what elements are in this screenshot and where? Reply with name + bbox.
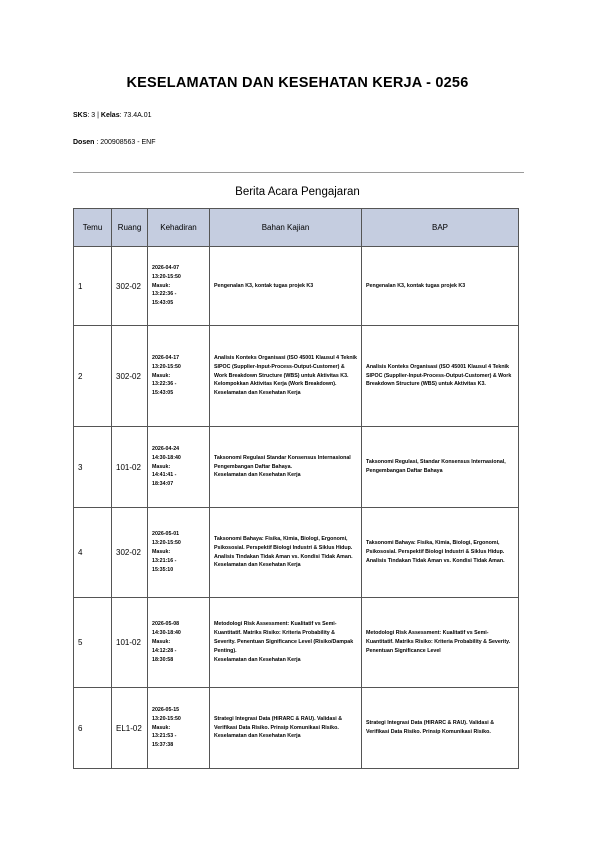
- cell-ruang: 302-02: [112, 508, 148, 598]
- cell-bahan-kajian: [210, 688, 362, 769]
- cell-kehadiran: [148, 508, 210, 598]
- cell-ruang: 302-02: [112, 247, 148, 326]
- page-title: KESELAMATAN DAN KESEHATAN KERJA - 0256: [126, 75, 469, 91]
- cell-temu: 3: [74, 427, 112, 508]
- kehadiran-line: 2026-05-08: [152, 621, 180, 628]
- cell-kehadiran: [148, 598, 210, 688]
- kajian-paragraph: Keselamatan dan Kesehatan Kerja: [214, 472, 301, 479]
- cell-bap: [362, 326, 519, 427]
- kehadiran-line: Masuk:: [152, 463, 171, 470]
- kelas-label: Kelas: [100, 112, 120, 119]
- kehadiran-line: 15:35:10: [152, 566, 174, 573]
- table-row: [74, 598, 519, 688]
- sks-value: : 3 |: [87, 112, 99, 119]
- cell-bap: [362, 508, 519, 598]
- kehadiran-line: 15:37:38: [152, 742, 174, 749]
- divider: [73, 172, 524, 173]
- kehadiran-line: 2026-04-17: [152, 354, 180, 361]
- cell-bahan-kajian: [210, 326, 362, 427]
- cell-bahan-kajian: [210, 598, 362, 688]
- cell-ruang: 101-02: [112, 598, 148, 688]
- kehadiran-line: Masuk:: [152, 372, 171, 379]
- kajian-paragraph: Metodologi Risk Assessment: Kualitatif vs Semi-Kuantitatif. Matriks Risiko: Kriteria Probability & Severity. Penentuan Significance Level (Risiko/Dampak Penting).: [214, 621, 354, 654]
- kehadiran-line: 2026-04-24: [152, 445, 180, 452]
- kajian-paragraph: Keselamatan dan Kesehatan Kerja: [214, 733, 301, 740]
- kajian-paragraph: Taksonomi Bahaya: Fisika, Kimia, Biologi, Ergonomi, Psikososial. Perspektif Biologi Industri & Siklus Hidup. Analisis Tindakan Tidak Aman vs. Kondisi Tidak Aman.: [214, 535, 353, 560]
- kehadiran-line: 2026-04-07: [152, 264, 180, 271]
- teaching-record-table: [73, 208, 519, 769]
- cell-temu: 5: [74, 598, 112, 688]
- table-body: [74, 247, 519, 769]
- cell-temu: 4: [74, 508, 112, 598]
- kehadiran-line: 13:22:36 -: [152, 291, 177, 298]
- col-header-bahan-kajian: Bahan Kajian: [210, 209, 362, 247]
- bap-paragraph: Strategi Integrasi Data (HIRARC & RAU). Validasi & Verifikasi Data Risiko. Prinsip Komunikasi Risiko.: [366, 720, 495, 735]
- table-header-row: [74, 209, 519, 247]
- kehadiran-line: 2026-05-15: [152, 706, 180, 713]
- table-row: [74, 326, 519, 427]
- kehadiran-line: 14:12:28 -: [152, 647, 177, 654]
- kajian-paragraph: Pengenalan K3, kontak tugas projek K3: [214, 282, 314, 289]
- kehadiran-line: 2026-05-01: [152, 531, 180, 538]
- kajian-paragraph: Taksonomi Regulasi Standar Konsensus Internasional Pengembangan Daftar Bahaya.: [214, 454, 351, 470]
- cell-bap: [362, 247, 519, 326]
- kehadiran-line: Masuk:: [152, 724, 171, 731]
- kehadiran-line: 15:43:05: [152, 390, 174, 397]
- bap-paragraph: Taksonomi Bahaya: Fisika, Kimia, Biologi, Ergonomi, Psikososial. Perspektif Biologi Industri & Siklus Hidup. Analisis Tindakan Tidak Aman vs. Kondisi Tidak Aman.: [366, 540, 505, 564]
- cell-kehadiran: [148, 326, 210, 427]
- bap-paragraph: Pengenalan K3, kontak tugas projek K3: [366, 282, 466, 289]
- cell-bahan-kajian: [210, 427, 362, 508]
- col-header-ruang: Ruang: [112, 209, 148, 247]
- cell-temu: 6: [74, 688, 112, 769]
- kajian-paragraph: Keselamatan dan Kesehatan Kerja: [214, 562, 301, 569]
- cell-ruang: EL1-02: [112, 688, 148, 769]
- table-row: [74, 247, 519, 326]
- cell-kehadiran: [148, 688, 210, 769]
- kehadiran-line: 13:20-15:50: [152, 363, 181, 370]
- cell-bap: [362, 598, 519, 688]
- kehadiran-line: 13:21:53 -: [152, 733, 177, 740]
- bap-paragraph: Taksonomi Regulasi, Standar Konsensus Internasional, Pengembangan Daftar Bahaya: [366, 459, 506, 474]
- lecturer-meta: [73, 139, 156, 146]
- dosen-value: : 200908563 - ENF: [96, 139, 156, 146]
- kehadiran-line: 14:41:41 -: [152, 472, 177, 479]
- kehadiran-line: 14:30-18:40: [152, 630, 181, 637]
- cell-temu: 1: [74, 247, 112, 326]
- section-title: Berita Acara Pengajaran: [235, 186, 360, 198]
- kehadiran-line: Masuk:: [152, 639, 171, 646]
- kehadiran-line: 13:20-15:50: [152, 273, 181, 280]
- kehadiran-line: 13:20-15:50: [152, 715, 181, 722]
- kelas-value: : 73.4A.01: [119, 112, 152, 119]
- table-row: [74, 688, 519, 769]
- cell-bap: [362, 688, 519, 769]
- table-row: [74, 427, 519, 508]
- kajian-paragraph: Analisis Konteks Organisasi (ISO 45001 Klausul 4 Teknik SIPOC (Supplier-Input-Process-Output-Customer) & Work Breakdown Structure (WBS) untuk Aktivitas K3. Kelompokkan Aktivitas Kerja (Work Breakdown).: [214, 354, 357, 388]
- kehadiran-line: 14:30-18:40: [152, 454, 181, 461]
- sks-label: SKS: [73, 112, 88, 119]
- col-header-kehadiran: Kehadiran: [148, 209, 210, 247]
- cell-bahan-kajian: [210, 508, 362, 598]
- bap-paragraph: Analisis Konteks Organisasi (ISO 45001 Klausul 4 Teknik SIPOC (Supplier-Input-Process-Output-Customer) & Work Breakdown Structure (WBS) untuk Aktivitas K3.: [366, 363, 512, 388]
- dosen-label: Dosen: [73, 139, 95, 146]
- kehadiran-line: 13:22:36 -: [152, 381, 177, 388]
- col-header-bap: BAP: [362, 209, 519, 247]
- cell-bahan-kajian: [210, 247, 362, 326]
- kehadiran-line: 13:21:16 -: [152, 557, 177, 564]
- kehadiran-line: 13:20-15:50: [152, 540, 181, 547]
- cell-kehadiran: [148, 427, 210, 508]
- kajian-paragraph: Keselamatan dan Kesehatan Kerja: [214, 390, 301, 397]
- course-meta: [73, 112, 152, 119]
- kehadiran-line: 18:30:58: [152, 656, 174, 663]
- cell-bap: [362, 427, 519, 508]
- kehadiran-line: 18:34:07: [152, 481, 174, 488]
- kajian-paragraph: Keselamatan dan Kesehatan Kerja: [214, 656, 301, 663]
- cell-temu: 2: [74, 326, 112, 427]
- kehadiran-line: Masuk:: [152, 282, 171, 289]
- cell-ruang: 302-02: [112, 326, 148, 427]
- kehadiran-line: 15:43:05: [152, 300, 174, 307]
- bap-paragraph: Metodologi Risk Assessment: Kualitatif vs Semi-Kuantitatif. Matriks Risiko: Kriteria Probability & Severity. Penentuan Significance Level: [366, 630, 511, 654]
- col-header-temu: Temu: [74, 209, 112, 247]
- kehadiran-line: Masuk:: [152, 549, 171, 556]
- cell-ruang: 101-02: [112, 427, 148, 508]
- table-row: [74, 508, 519, 598]
- cell-kehadiran: [148, 247, 210, 326]
- kajian-paragraph: Strategi Integrasi Data (HIRARC & RAU). Validasi & Verifikasi Data Risiko. Prinsip Komunikasi Risiko.: [214, 715, 343, 731]
